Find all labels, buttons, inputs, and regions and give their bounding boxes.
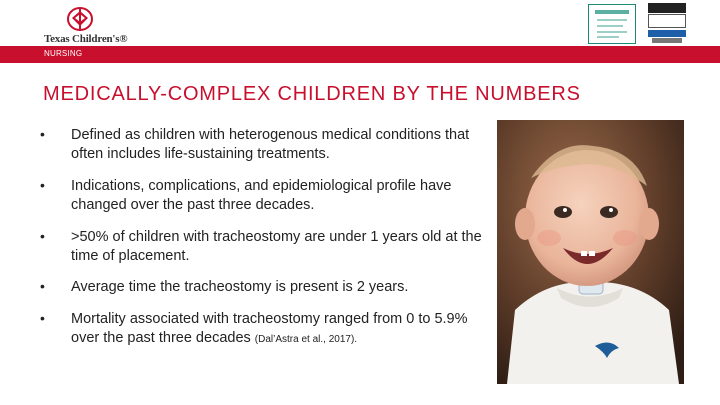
- best-childrens-hospitals-badge-icon: [648, 3, 686, 45]
- texas-childrens-mark-icon: [64, 6, 96, 32]
- baby-illustration-icon: [497, 120, 684, 384]
- brand-name: Texas Children's®: [44, 33, 128, 45]
- bullet-text: Indications, complications, and epidemiological profile have changed over the past three decades.: [71, 178, 452, 213]
- slide-title: MEDICALLY-COMPLEX CHILDREN BY THE NUMBERS: [43, 83, 581, 105]
- bullet-glyph: •: [40, 310, 45, 326]
- bullet-text: Average time the tracheostomy is present is 2 years.: [71, 279, 409, 295]
- bullet-text: Defined as children with heterogenous medical conditions that often includes life-sustaining treatments.: [71, 127, 470, 162]
- citation: (Dal’Astra et al., 2017).: [254, 334, 358, 345]
- bullet-glyph: •: [40, 278, 45, 294]
- bullet-glyph: •: [40, 228, 45, 244]
- magnet-recognized-badge-icon: [588, 4, 636, 44]
- bullet-text: >50% of children with tracheostomy are under 1 years old at the time of placement.: [71, 229, 482, 264]
- bullet-text: Mortality associated with tracheostomy ranged from 0 to 5.9% over the past three decades (Dal’Astra et al., 2017).: [71, 311, 468, 346]
- bullet-glyph: •: [40, 126, 45, 142]
- section-bar: [0, 46, 720, 63]
- section-label: NURSING: [44, 49, 83, 58]
- bullet-glyph: •: [40, 177, 45, 193]
- texas-childrens-logo[interactable]: [44, 6, 128, 46]
- smiling-baby-with-tracheostomy-photo: [497, 120, 684, 384]
